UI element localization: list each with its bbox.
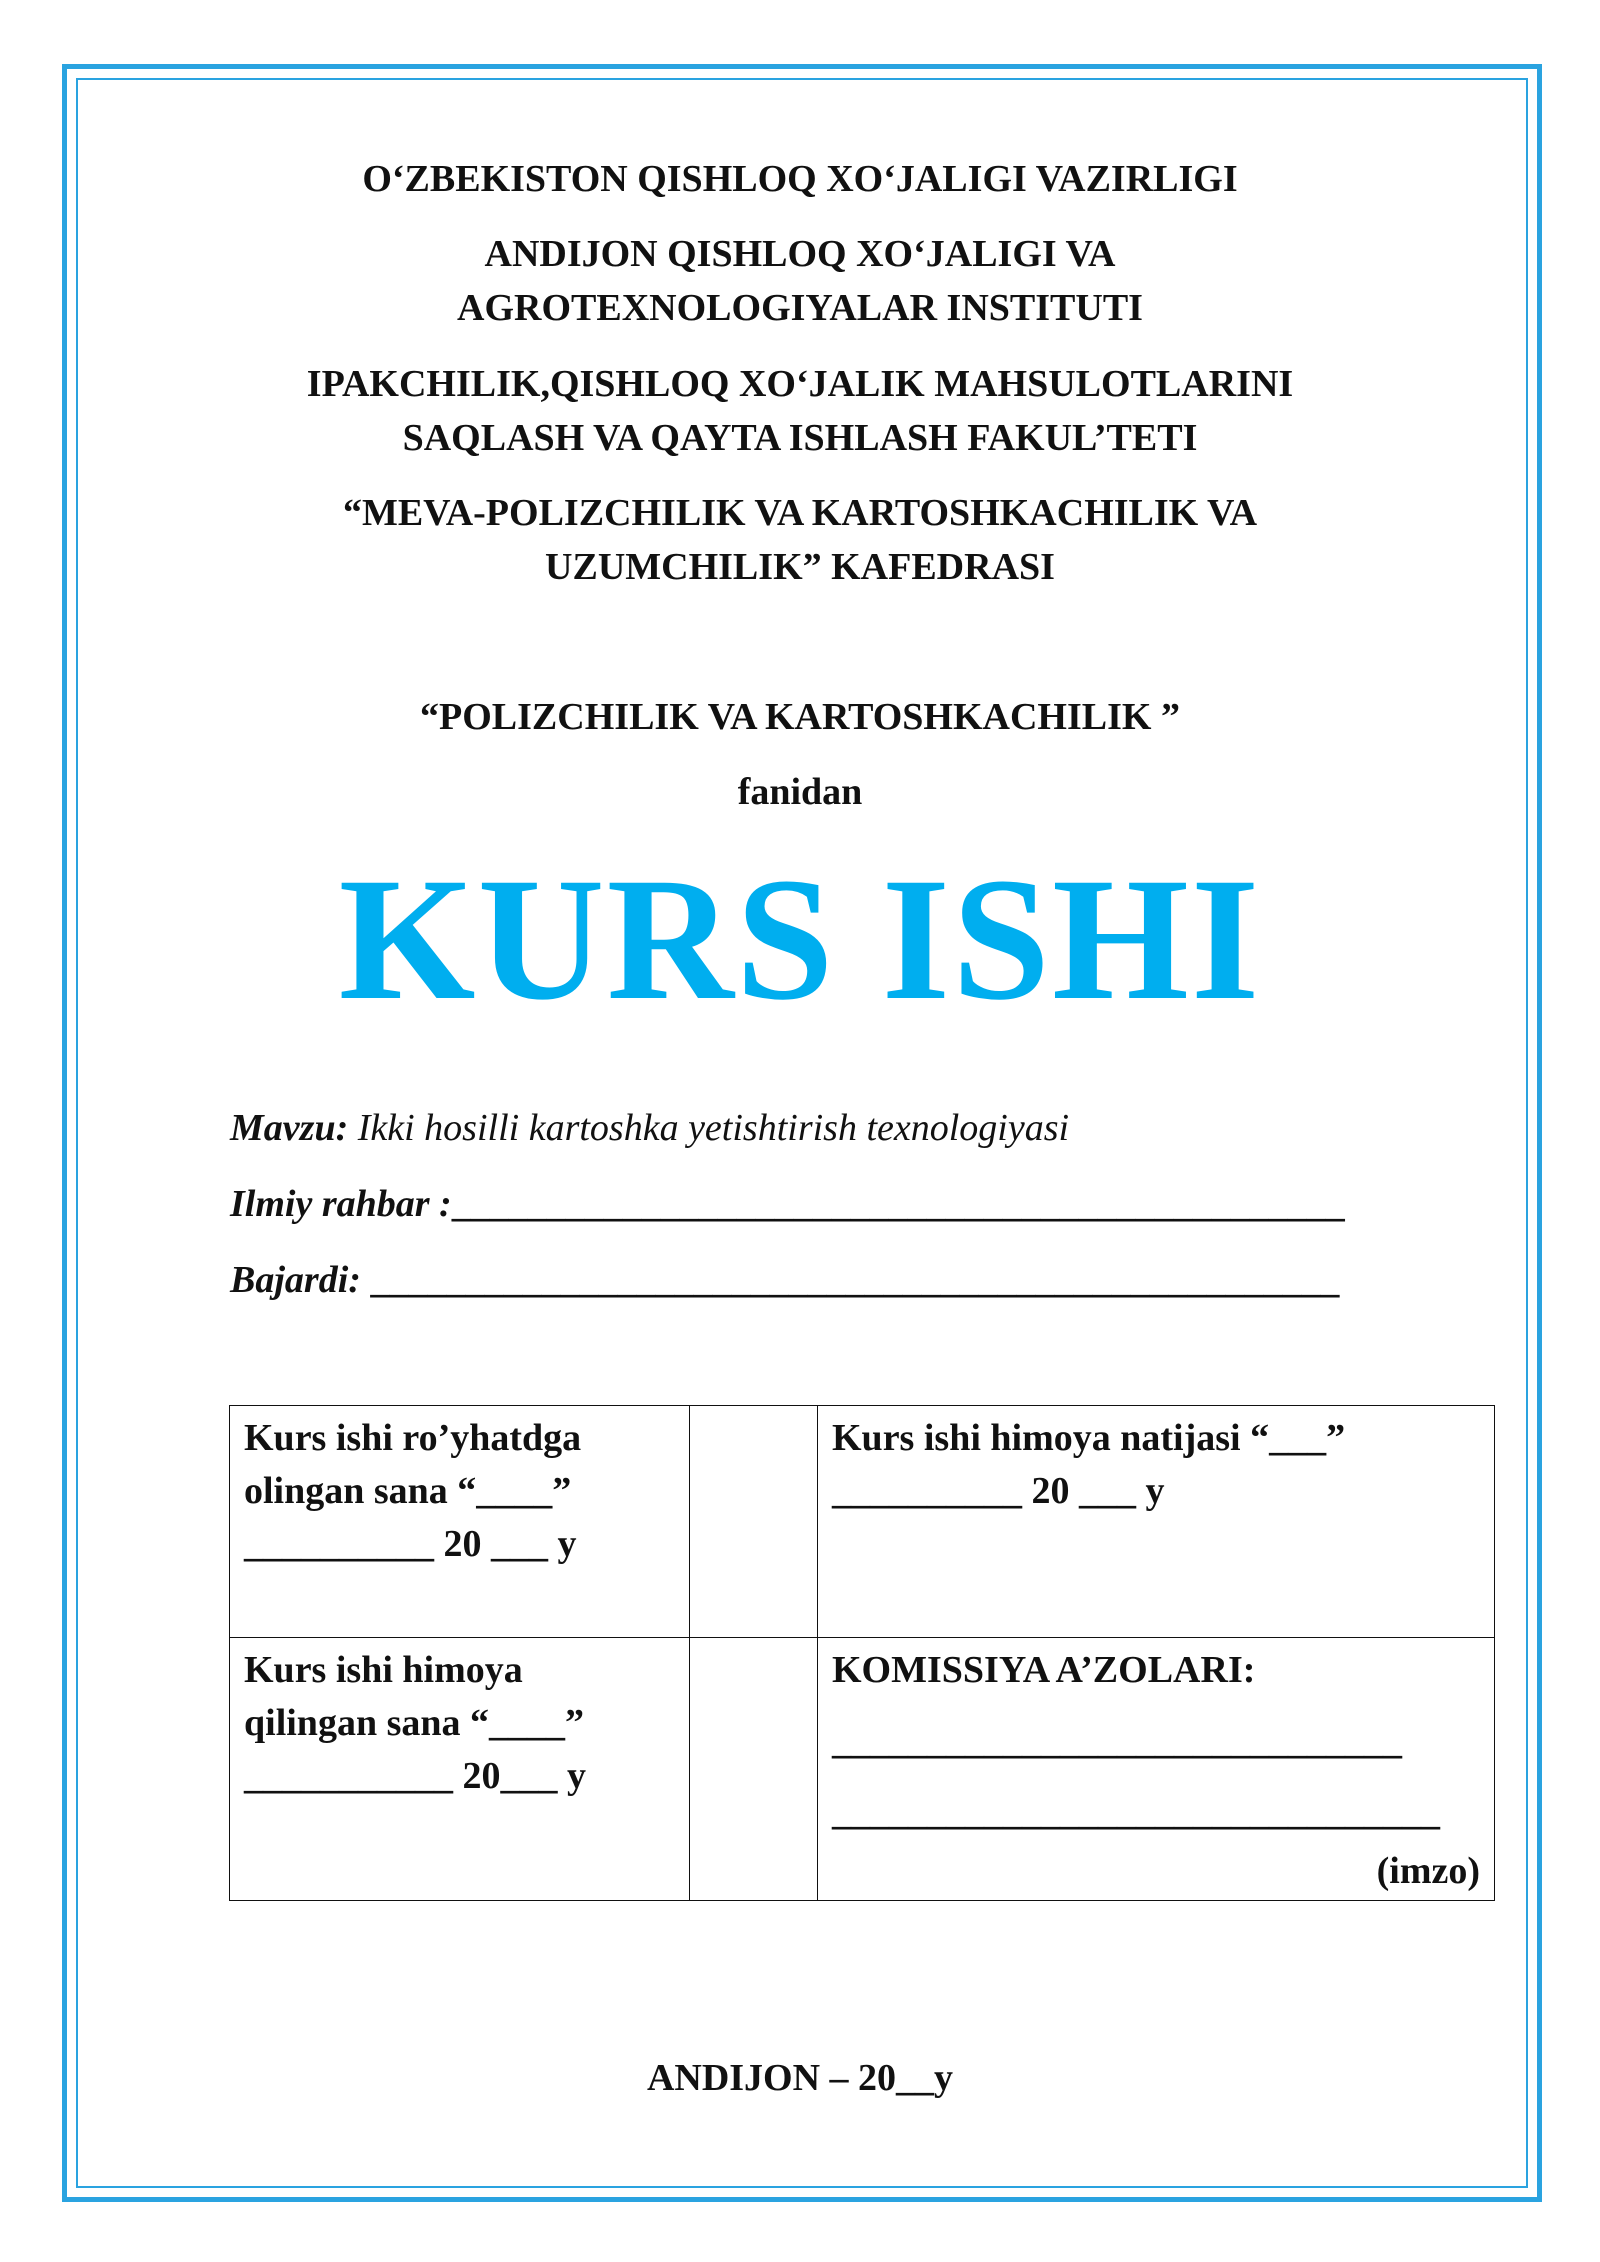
commission-signature-line1: ______________________________ <box>832 1720 1402 1762</box>
result-text-line1: Kurs ishi himoya natijasi “___” <box>832 1417 1346 1459</box>
result-text-line2: __________ 20 ___ y <box>832 1470 1165 1512</box>
performer-label: Bajardi: <box>230 1259 361 1301</box>
registration-text-line2: olingan sana “____” <box>244 1470 572 1512</box>
institute-name-line1: ANDIJON QISHLOQ XO‘JALIGI VA <box>484 233 1116 275</box>
defense-info-table <box>229 1405 1495 1901</box>
topic-value: Ikki hosilli kartoshka yetishtirish texnologiyasi <box>348 1107 1070 1149</box>
faculty-name-line1: IPAKCHILIK,QISHLOQ XO‘JALIK MAHSULOTLARINI <box>306 363 1294 405</box>
subject-suffix: fanidan <box>737 771 863 813</box>
commission-cell <box>818 1638 1495 1901</box>
supervisor-field <box>230 1180 1345 1228</box>
empty-middle-cell <box>690 1638 818 1901</box>
registration-date-cell <box>230 1406 690 1638</box>
ministry-name: O‘ZBEKISTON QISHLOQ XO‘JALIGI VAZIRLIGI <box>362 158 1238 200</box>
department-name-line2: UZUMCHILIK” KAFEDRASI <box>545 546 1055 588</box>
city-year-footer: ANDIJON – 20__y <box>646 2057 954 2099</box>
commission-signature-line2: ________________________________ <box>832 1791 1440 1833</box>
topic-label: Mavzu: <box>230 1107 349 1149</box>
signature-note: (imzo) <box>1376 1850 1480 1892</box>
department-name-line1: “MEVA-POLIZCHILIK VA KARTOSHKACHILIK VA <box>342 492 1258 534</box>
defense-text-line1: Kurs ishi himoya <box>244 1649 523 1691</box>
supervisor-blank-line: _______________________________________________ <box>451 1183 1345 1225</box>
performer-field <box>230 1256 1339 1304</box>
defense-text-line3: ___________ 20___ y <box>244 1755 586 1797</box>
table-row <box>230 1638 1495 1901</box>
document-title: KURS ISHI <box>338 842 1262 1037</box>
registration-text-line3: __________ 20 ___ y <box>244 1523 577 1565</box>
supervisor-label: Ilmiy rahbar : <box>230 1183 452 1225</box>
institute-name-line2: AGROTEXNOLOGIYALAR INSTITUTI <box>457 287 1143 329</box>
empty-middle-cell <box>690 1406 818 1638</box>
subject-name: “POLIZCHILIK VA KARTOSHKACHILIK ” <box>420 696 1180 738</box>
performer-blank-line: ___________________________________________________ <box>360 1259 1340 1301</box>
faculty-name-line2: SAQLASH VA QAYTA ISHLASH FAKUL’TETI <box>402 417 1198 459</box>
defense-result-cell <box>818 1406 1495 1638</box>
topic-field <box>230 1104 1069 1152</box>
registration-text-line1: Kurs ishi ro’yhatdga <box>244 1417 582 1459</box>
commission-title: KOMISSIYA A’ZOLARI: <box>832 1649 1256 1691</box>
table-row <box>230 1406 1495 1638</box>
defense-date-cell <box>230 1638 690 1901</box>
defense-text-line2: qilingan sana “____” <box>244 1702 584 1744</box>
